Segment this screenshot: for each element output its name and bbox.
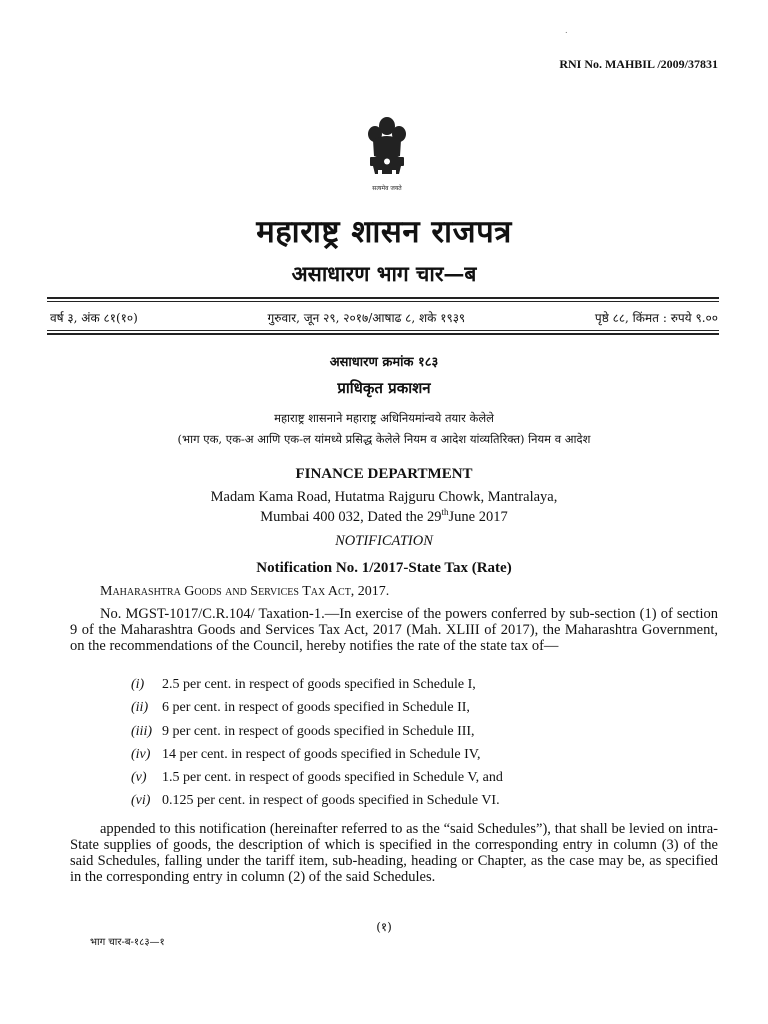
notification-paragraph-1: No. MGST-1017/C.R.104/ Taxation-1.—In exercise of the powers conferred by sub-section (1) of section 9 of the Maharashtra Goods and Services Tax Act, 2017 (Mah. XLIII of 2017), the Maharashtra Government, on the recommendations of the Council, hereby notifies the rate of the state tax of— [70, 606, 718, 654]
top-rule-thin [47, 301, 719, 302]
volume-issue: वर्ष ३, अंक ८१(१०) [50, 311, 138, 325]
act-title: Maharashtra Goods and Services Tax Act, 2017. [100, 584, 390, 599]
list-item: (iv) 14 per cent. in respect of goods specified in Schedule IV, [131, 746, 481, 762]
department-name: FINANCE DEPARTMENT [295, 466, 473, 482]
preamble-line-1: महाराष्ट्र शासनाने महाराष्ट्र अधिनियमांन्वये तयार केलेले [274, 411, 494, 425]
bottom-rule [47, 333, 719, 335]
footer-code: भाग चार-ब-१८३—१ [90, 937, 165, 948]
preamble-line-2: (भाग एक, एक-अ आणि एक-ल यांमध्ये प्रसिद्ध केलेले नियम व आदेश यांव्यतिरिक्त) नियम व आदेश [177, 432, 591, 446]
national-emblem-icon [364, 110, 410, 196]
masthead [50, 309, 718, 326]
gazette-title: महाराष्ट्र शासन राजपत्र [256, 214, 512, 250]
bottom-rule-thin [47, 330, 719, 331]
notification-label: NOTIFICATION [335, 533, 433, 549]
list-item: (iii) 9 per cent. in respect of goods specified in Schedule III, [131, 723, 475, 739]
list-item: (v) 1.5 per cent. in respect of goods specified in Schedule V, and [131, 770, 503, 786]
list-item: (vi) 0.125 per cent. in respect of goods specified in Schedule VI. [131, 793, 500, 809]
address-line-2: Mumbai 400 032, Dated the 29thJune 2017 [260, 507, 508, 525]
issue-date: गुरुवार, जून २९, २०१७/आषाढ ८, शके १९३९ [267, 311, 466, 325]
notification-paragraph-2: appended to this notification (hereinafter referred to as the “said Schedules”), that shall be levied on intra-State supplies of goods, the description of which is specified in the corresponding entry in column (3) of the said Schedules, falling under the tariff item, sub-heading, heading or Chapter, as the case may be, as specified in the corresponding entry in column (2) of the said Schedules. [70, 821, 718, 885]
emblem-motto: सत्यमेव जयते [372, 185, 402, 192]
address-line-1: Madam Kama Road, Hutatma Rajguru Chowk, Mantralaya, [210, 489, 558, 505]
list-item: (i) 2.5 per cent. in respect of goods specified in Schedule I, [131, 677, 476, 692]
rate-list [131, 677, 503, 817]
gazette-subtitle: असाधारण भाग चार—ब [291, 261, 477, 286]
notification-number: Notification No. 1/2017-State Tax (Rate) [256, 560, 512, 576]
publication-label: प्राधिकृत प्रकाशन [337, 379, 431, 397]
pages-price: पृष्ठे ८८, किंमत : रुपये ९.०० [594, 311, 718, 325]
issue-number: असाधारण क्रमांक १८३ [329, 355, 439, 370]
rni-number: RNI No. MAHBIL /2009/37831 [559, 57, 718, 71]
speck: . [565, 26, 568, 35]
list-item: (ii) 6 per cent. in respect of goods specified in Schedule II, [131, 700, 470, 716]
top-rule [47, 297, 719, 299]
page-number: (१) [376, 920, 392, 934]
